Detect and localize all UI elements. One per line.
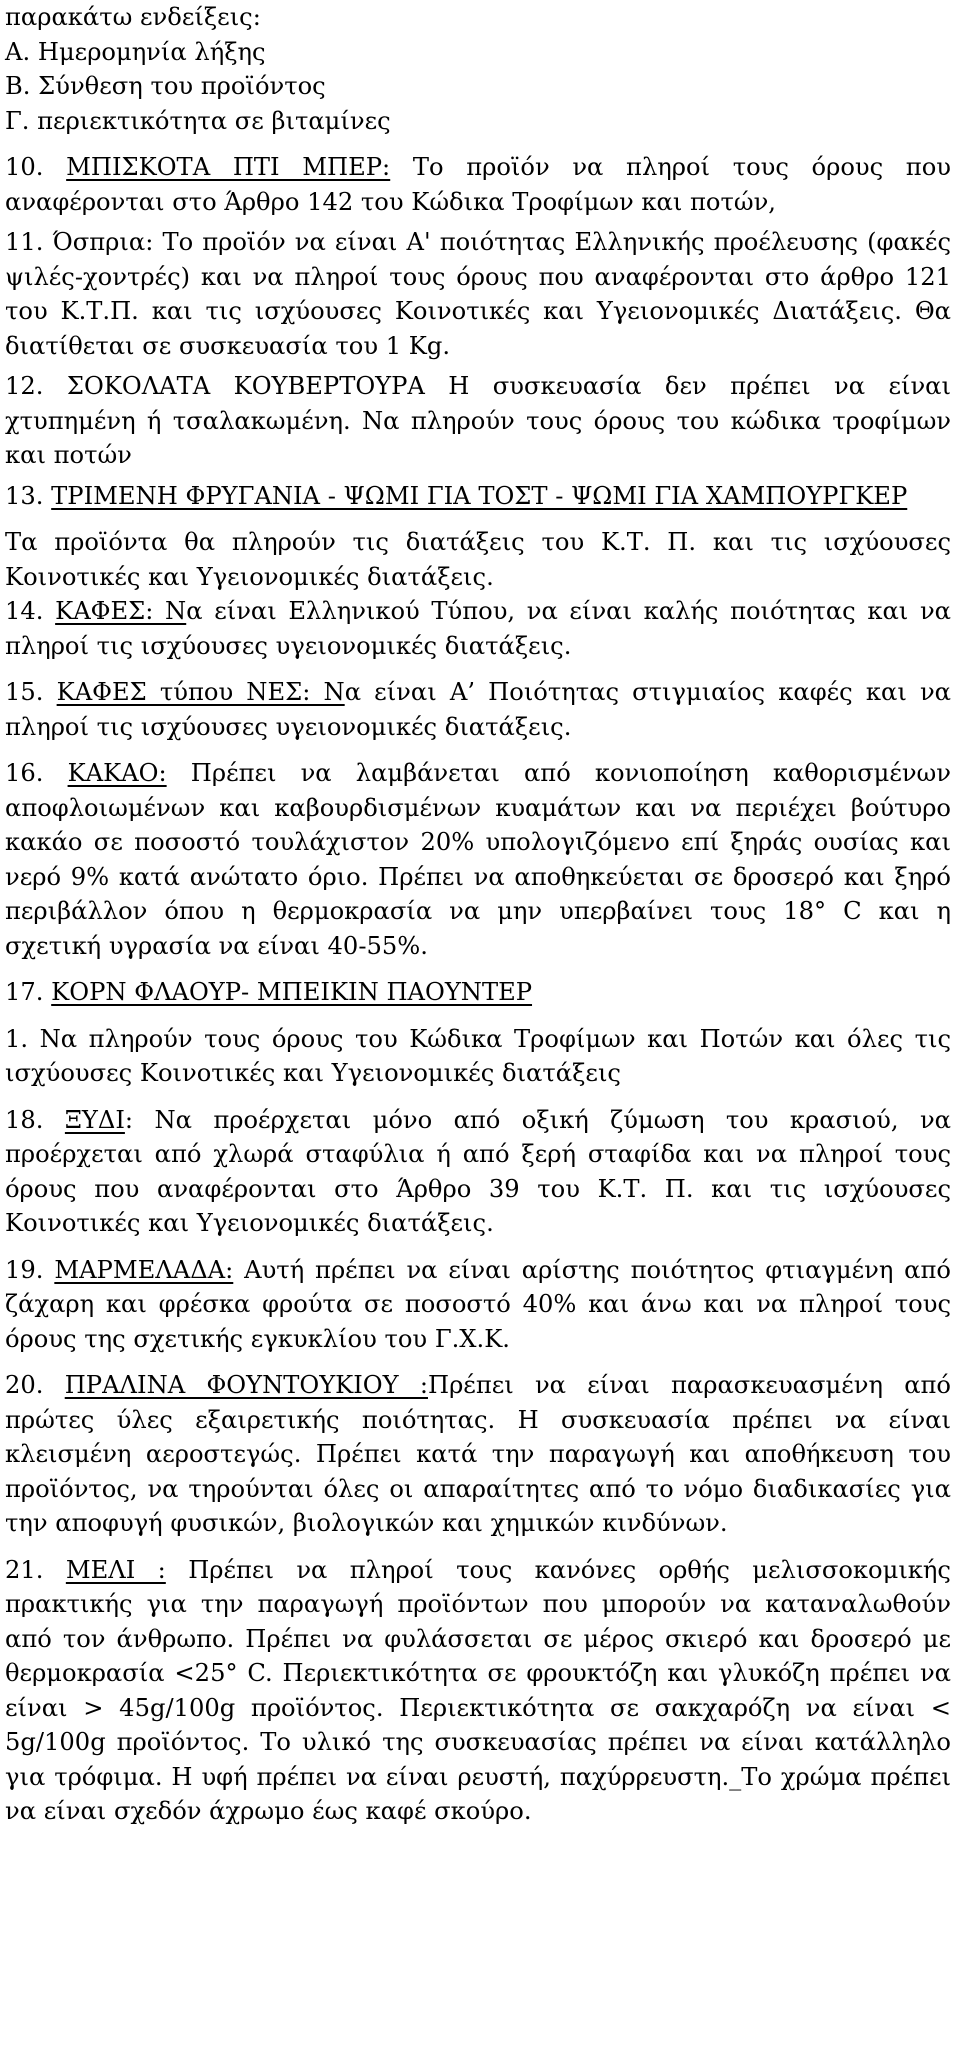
intro-item-a: Α. Ημερομηνία λήξης xyxy=(5,37,266,66)
section-19-text: Αυτή πρέπει να είναι αρίστης ποιότητος φτιαγμένη από ζάχαρη και φρέσκα φρούτα σε ποσοστό 40% και άνω και να πληροί τους όρους της σχετικής εγκυκλίου του Γ.Χ.Κ. xyxy=(5,1255,951,1353)
section-20-title: ΠΡΑΛΙΝΑ ΦΟΥΝΤΟΥΚΙΟΥ : xyxy=(64,1371,428,1399)
section-16-title: ΚΑΚΑΟ: xyxy=(67,759,167,787)
section-21-title: ΜΕΛΙ : xyxy=(65,1555,166,1584)
section-18-text: : Να προέρχεται μόνο από οξική ζύμωση του κρασιού, να προέρχεται από χλωρά σταφύλια ή από ξερή σταφίδα και να πληροί τους όρους που αναφέρονται στο Άρθρο 39 του Κ.Τ. Π. και τις ισχύουσες Κοινοτικές και Υγειονομικές διατάξεις. xyxy=(5,1105,951,1237)
intro-item-c: Γ. περιεκτικότητα σε βιταμίνες xyxy=(5,106,391,135)
section-20-number: 20. xyxy=(5,1371,44,1399)
section-16-text: Πρέπει να λαμβάνεται από κονιοποίηση καθορισμένων αποφλοιωμένων και καβουρδισμένων κυαμάτων και να περιέχει βούτυρο κακάο σε ποσοστό τουλάχιστον 20% υπολογιζόμενο επί ξηράς ουσίας και νερό 9% κατά ανώτατο όριο. Πρέπει να αποθηκεύεται σε δροσερό και ξηρό περιβάλλον όπου η θερμοκρασία να μην υπερβαίνει τους 18° C και η σχετική υγρασία να είναι 40-55%. xyxy=(5,759,951,960)
section-14-number: 14. xyxy=(5,597,44,625)
section-18 xyxy=(5,1103,951,1241)
section-20-text: Πρέπει να είναι παρασκευασμένη από πρώτες ύλες εξαιρετικής ποιότητας. Η συσκευασία πρέπει να είναι κλεισμένη αεροστεγώς. Πρέπει κατά την παραγωγή και αποθήκευση του προϊόντος, να τηρούνται όλες οι απαραίτητες από το νόμο διαδικασίες για την αποφυγή φυσικών, βιολογικών και χημικών κινδύνων. xyxy=(5,1371,951,1537)
section-15-text: α είναι Α’ Ποιότητας στιγμιαίος καφές και να πληροί τις ισχύουσες υγειονομικές διατάξεις. xyxy=(5,678,951,741)
section-15-number: 15. xyxy=(5,678,44,706)
section-10-text: Το προϊόν να πληροί τους όρους που αναφέρονται στο Άρθρο 142 του Κώδικα Τροφίμων και ποτών, xyxy=(5,153,951,216)
section-21-number: 21. xyxy=(5,1555,44,1584)
section-19-number: 19. xyxy=(5,1255,44,1284)
section-10 xyxy=(5,150,951,219)
section-21 xyxy=(5,1553,951,1829)
section-11: 11. Όσπρια: Το προϊόν να είναι Α' ποιότητας Ελληνικής προέλευσης (φακές ψιλές-χοντρές) και να πληροί τους όρους που αναφέρονται στο άρθρο 121 του Κ.Τ.Π. και τις ισχύουσες Κοινοτικές και Υγειονομικές Διατάξεις. Θα διατίθεται σε συσκευασία του 1 Kg. xyxy=(5,228,951,360)
section-19-title: ΜΑΡΜΕΛΑΔΑ: xyxy=(54,1255,234,1284)
section-17-title: ΚΟΡΝ ΦΛΑΟΥΡ- ΜΠΕΙΚΙΝ ΠΑΟΥΝΤΕΡ xyxy=(51,978,533,1006)
section-19 xyxy=(5,1253,951,1357)
section-15-title: ΚΑΦΕΣ τύπου ΝΕΣ: Ν xyxy=(56,678,345,706)
section-12: 12. ΣΟΚΟΛΑΤΑ ΚΟΥΒΕΡΤΟΥΡΑ Η συσκευασία δεν πρέπει να είναι χτυπημένη ή τσαλακωμένη. Να πληρούν τους όρους του κώδικα τροφίμων και ποτών xyxy=(5,372,951,469)
section-15 xyxy=(5,675,951,744)
section-13-title: ΤΡΙΜΕΝΗ ΦΡΥΓΑΝΙΑ - ΨΩΜΙ ΓΙΑ ΤΟΣΤ - ΨΩΜΙ ΓΙΑ ΧΑΜΠΟΥΡΓΚΕΡ xyxy=(51,481,908,510)
section-16-number: 16. xyxy=(5,759,44,787)
section-14-title: ΚΑΦΕΣ: Ν xyxy=(55,597,187,625)
section-10-title: ΜΠΙΣΚΟΤΑ ΠΤΙ ΜΠΕΡ: xyxy=(66,153,391,181)
section-13-number: 13. xyxy=(5,481,44,510)
section-13-text: Τα προϊόντα θα πληρούν τις διατάξεις του Κ.Τ. Π. και τις ισχύουσες Κοινοτικές και Υγειονομικές διατάξεις. xyxy=(5,528,951,591)
section-16 xyxy=(5,756,951,963)
section-18-number: 18. xyxy=(5,1105,44,1134)
section-21-text: Πρέπει να πληροί τους κανόνες ορθής μελισσοκομικής πρακτικής για την παραγωγή προϊόντων που μπορούν να καταναλωθούν από τον άνθρωπο. Πρέπει να φυλάσσεται σε μέρος σκιερό και δροσερό με θερμοκρασία <25° C. Περιεκτικότητα σε φρουκτόζη και γλυκόζη πρέπει να είναι > 45g/100g προϊόντος. Περιεκτικότητα σε σακχαρόζη να είναι < 5g/100g προϊόντος. Το υλικό της συσκευασίας πρέπει να είναι κατάλληλο για τρόφιμα. Η υφή πρέπει να είναι ρευστή, παχύρρευστη._Το χρώμα πρέπει να είναι σχεδόν άχρωμο έως καφέ σκούρο. xyxy=(5,1555,951,1825)
section-18-title: ΞΥΔΙ xyxy=(64,1105,125,1134)
intro-line: παρακάτω ενδείξεις: xyxy=(5,3,261,31)
section-17-number: 17. xyxy=(5,978,44,1006)
section-20 xyxy=(5,1368,951,1541)
section-14 xyxy=(5,594,951,663)
section-14-text: α είναι Ελληνικού Τύπου, να είναι καλής ποιότητας και να πληροί τις ισχύουσες υγειονομικές διατάξεις. xyxy=(5,597,951,660)
intro-item-b: Β. Σύνθεση του προϊόντος xyxy=(5,72,326,100)
section-17-heading xyxy=(5,975,951,1010)
section-13-heading xyxy=(5,479,951,514)
section-10-number: 10. xyxy=(5,153,44,181)
section-17-text: 1. Να πληρούν τους όρους του Κώδικα Τροφίμων και Ποτών και όλες τις ισχύουσες Κοινοτικές και Υγειονομικές διατάξεις xyxy=(5,1024,951,1087)
